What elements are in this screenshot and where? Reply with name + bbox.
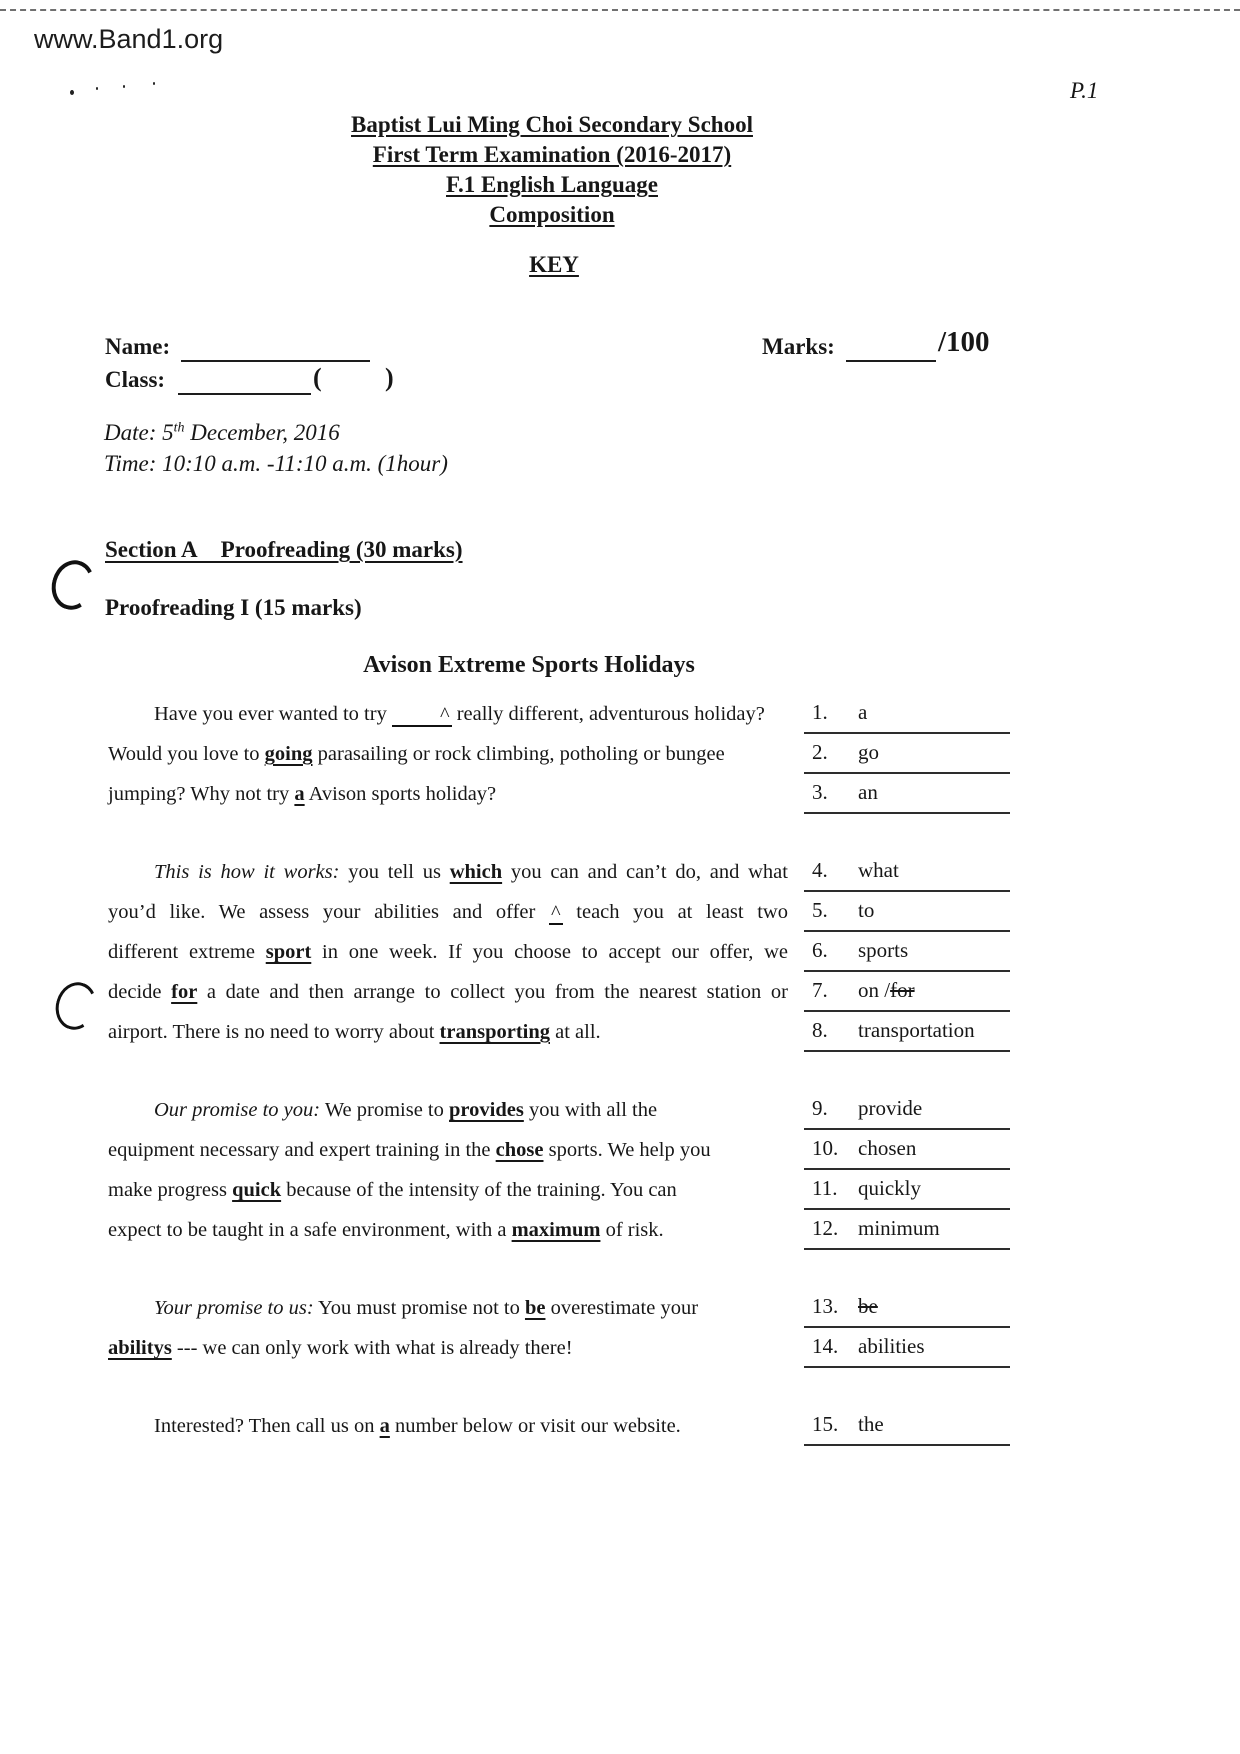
passage-text: really different, adventurous holiday?: [451, 703, 765, 725]
passage-row: [108, 1210, 1010, 1250]
answer-key-label: KEY: [529, 252, 579, 277]
time-line: Time: 10:10 a.m. -11:10 a.m. (1hour): [104, 451, 448, 476]
passage-row: [108, 734, 1010, 774]
answer-number: 2.: [812, 740, 828, 764]
answer-text: [858, 898, 874, 922]
passage-text: at all.: [550, 1021, 601, 1043]
answer-text: [858, 1216, 940, 1240]
passage-row: [108, 1288, 1010, 1328]
passage-text: because of the intensity of the training. You can: [281, 1179, 677, 1201]
class-blank-line: [178, 367, 311, 395]
name-label: Name:: [105, 334, 171, 359]
passage-line-text: [108, 1288, 804, 1328]
passage-row: [108, 892, 1010, 932]
passage-line-text: [108, 734, 804, 774]
passage-text: the: [858, 1412, 884, 1436]
caret-insert-mark: ^: [551, 902, 561, 924]
date-rest: December, 2016: [184, 420, 340, 445]
passage-text: abilities: [858, 1334, 925, 1358]
passage-paragraph: [108, 694, 1010, 814]
answer-cell: [804, 1170, 1010, 1210]
answer-number: 6.: [812, 938, 828, 962]
lead-in-phrase: This is how it works:: [154, 861, 340, 883]
answer-number: 7.: [812, 978, 828, 1002]
passage-text: number below or visit our website.: [389, 1415, 681, 1437]
answer-text: [858, 1018, 975, 1042]
answer-text: [858, 938, 908, 962]
error-word: for: [171, 981, 198, 1003]
error-word: provides: [449, 1099, 524, 1121]
scan-specks: [70, 90, 74, 95]
answer-cell: [804, 734, 1010, 774]
error-word: a: [294, 783, 305, 805]
answer-cell: [804, 1012, 1010, 1052]
page-number: P.1: [1070, 78, 1099, 103]
passage-text: of risk.: [600, 1219, 664, 1241]
answer-number: 10.: [812, 1136, 839, 1160]
passage-row: [108, 852, 1010, 892]
error-word: sport: [265, 941, 312, 963]
passage-title: Avison Extreme Sports Holidays: [363, 652, 695, 678]
passage-line-text: [108, 1170, 804, 1210]
answer-cell: [804, 1328, 1010, 1368]
passage-text: Would you love to: [108, 743, 265, 765]
passage-text: chosen: [858, 1136, 917, 1160]
passage-text: jumping? Why not try: [108, 783, 295, 805]
passage-paragraph: [108, 1288, 1010, 1368]
answer-text: [858, 1136, 916, 1160]
proofreading-1-heading: Proofreading I (15 marks): [105, 595, 362, 620]
passage-row: [108, 1012, 1010, 1052]
date-line: [104, 420, 340, 446]
passage-text: you with all the: [523, 1099, 658, 1121]
passage-paragraph: [108, 1406, 1010, 1446]
passage-text: --- we can only work with what is already there!: [171, 1337, 573, 1359]
passage-text: We promise to: [320, 1099, 450, 1121]
pen-circle-mark: [50, 977, 102, 1034]
marks-blank-line: [846, 334, 936, 362]
passage-text: make progress: [108, 1179, 233, 1201]
struck-word: for: [890, 978, 915, 1002]
passage-text: in one week. If you choose to accept our offer, we: [311, 941, 789, 963]
passage-text: teach you at least two: [562, 901, 788, 923]
answer-cell: [804, 1210, 1010, 1250]
passage-text: you tell us: [339, 861, 450, 883]
answer-text: [858, 978, 915, 1002]
passage-row: [108, 694, 1010, 734]
answer-number: 4.: [812, 858, 828, 882]
class-paren-open: (: [313, 363, 322, 392]
passage-text: overestimate your: [545, 1297, 699, 1319]
passage-text: a date and then arrange to collect you from the nearest station or: [197, 981, 788, 1003]
answer-text: [858, 1176, 921, 1200]
caret-insert-mark: ^: [392, 705, 452, 727]
passage-row: [108, 1406, 1010, 1446]
passage-line-text: [108, 932, 804, 972]
struck-word: be: [858, 1294, 878, 1318]
passage-paragraph: [108, 1090, 1010, 1250]
answer-text: [858, 858, 899, 882]
passage-text: airport. There is no need to worry about: [108, 1021, 440, 1043]
pen-circle-mark: [46, 555, 100, 615]
error-word: maximum: [511, 1219, 601, 1241]
passage-line-text: [108, 1090, 804, 1130]
answer-cell: [804, 774, 1010, 814]
passage-line-text: [108, 972, 804, 1012]
passage-text: provide: [858, 1096, 923, 1120]
passage-text: go: [858, 740, 879, 764]
passage-text: parasailing or rock climbing, potholing or bungee: [312, 743, 725, 765]
answer-text: [858, 1412, 884, 1436]
class-label: Class:: [105, 367, 166, 392]
date-prefix: Date: 5: [104, 420, 174, 445]
answer-cell: [804, 892, 1010, 932]
passage-text: transportation: [858, 1018, 975, 1042]
answer-text: [858, 780, 878, 804]
error-word: transporting: [439, 1021, 550, 1043]
exam-header: [0, 110, 1104, 230]
answer-number: 1.: [812, 700, 828, 724]
passage-text: expect to be taught in a safe environment, with a: [108, 1219, 512, 1241]
answer-number: 5.: [812, 898, 828, 922]
site-watermark: www.Band1.org: [34, 24, 224, 54]
passage-text: you’d like. We assess your abilities and offer: [108, 901, 549, 923]
passage-row: [108, 774, 1010, 814]
subject-title: F.1 English Language: [446, 172, 658, 197]
passage-text: Have you ever wanted to try: [154, 703, 392, 725]
passage-line-text: [108, 1406, 804, 1446]
passage-row: [108, 972, 1010, 1012]
passage-text: sports. We help you: [543, 1139, 711, 1161]
passage-line-text: [108, 774, 804, 814]
passage-row: [108, 1130, 1010, 1170]
class-paren-close: ): [385, 363, 394, 392]
passage-row: [108, 1328, 1010, 1368]
paper-title: Composition: [489, 202, 615, 227]
passage-row: [108, 932, 1010, 972]
passage-line-text: [108, 1130, 804, 1170]
passage-row: [108, 1090, 1010, 1130]
passage-body: [108, 694, 1010, 1446]
answer-number: 15.: [812, 1412, 839, 1436]
passage-text: an: [858, 780, 878, 804]
passage-text: quickly: [858, 1176, 921, 1200]
answer-number: 11.: [812, 1176, 838, 1200]
passage-line-text: [108, 694, 804, 734]
passage-text: what: [858, 858, 899, 882]
passage-paragraph: [108, 852, 1010, 1052]
lead-in-phrase: Our promise to you:: [154, 1099, 321, 1121]
answer-cell: [804, 1288, 1010, 1328]
answer-cell: [804, 1406, 1010, 1446]
answer-text: [858, 1096, 922, 1120]
answer-cell: [804, 1130, 1010, 1170]
answer-number: 3.: [812, 780, 828, 804]
scan-edge-line: [0, 9, 1240, 11]
answer-cell: [804, 972, 1010, 1012]
passage-text: equipment necessary and expert training in the: [108, 1139, 496, 1161]
answer-text: [858, 1334, 925, 1358]
passage-text: minimum: [858, 1216, 940, 1240]
passage-line-text: [108, 892, 804, 932]
passage-row: [108, 1170, 1010, 1210]
answer-cell: [804, 852, 1010, 892]
passage-text: You must promise not to: [313, 1297, 525, 1319]
passage-text: a: [858, 700, 868, 724]
date-ordinal: th: [173, 420, 185, 436]
answer-cell: [804, 1090, 1010, 1130]
answer-number: 9.: [812, 1096, 828, 1120]
passage-line-text: [108, 1210, 804, 1250]
passage-line-text: [108, 1328, 804, 1368]
name-blank-line: [181, 334, 370, 362]
passage-text: sports: [858, 938, 909, 962]
passage-text: Avison sports holiday?: [304, 783, 497, 805]
exam-title: First Term Examination (2016-2017): [372, 142, 732, 167]
answer-number: 14.: [812, 1334, 839, 1358]
error-word: chose: [495, 1139, 544, 1161]
answer-text: [858, 1294, 878, 1318]
answer-number: 12.: [812, 1216, 839, 1240]
error-word: be: [524, 1297, 546, 1319]
passage-text: Interested? Then call us on: [154, 1415, 380, 1437]
answer-text: [858, 700, 867, 724]
proofreading-passage: [108, 650, 1010, 1484]
passage-text: you can and can’t do, and what: [502, 861, 788, 883]
section-a-heading: Section A Proofreading (30 marks): [105, 537, 463, 562]
answer-number: 13.: [812, 1294, 839, 1318]
passage-text: decide: [108, 981, 172, 1003]
passage-text: to: [858, 898, 875, 922]
answer-text: [858, 740, 879, 764]
passage-line-text: [108, 852, 804, 892]
school-name: Baptist Lui Ming Choi Secondary School: [351, 112, 753, 137]
answer-number: 8.: [812, 1018, 828, 1042]
answer-cell: [804, 694, 1010, 734]
passage-text: different extreme: [108, 941, 266, 963]
marks-label: Marks:: [762, 334, 835, 359]
error-word: which: [449, 861, 503, 883]
lead-in-phrase: Your promise to us:: [154, 1297, 314, 1319]
error-word: quick: [232, 1179, 282, 1201]
marks-total: /100: [938, 326, 990, 358]
error-word: going: [264, 743, 313, 765]
passage-line-text: [108, 1012, 804, 1052]
error-word: a: [379, 1415, 390, 1437]
passage-text: on /: [858, 978, 891, 1002]
error-word: abilitys: [108, 1337, 172, 1359]
answer-cell: [804, 932, 1010, 972]
